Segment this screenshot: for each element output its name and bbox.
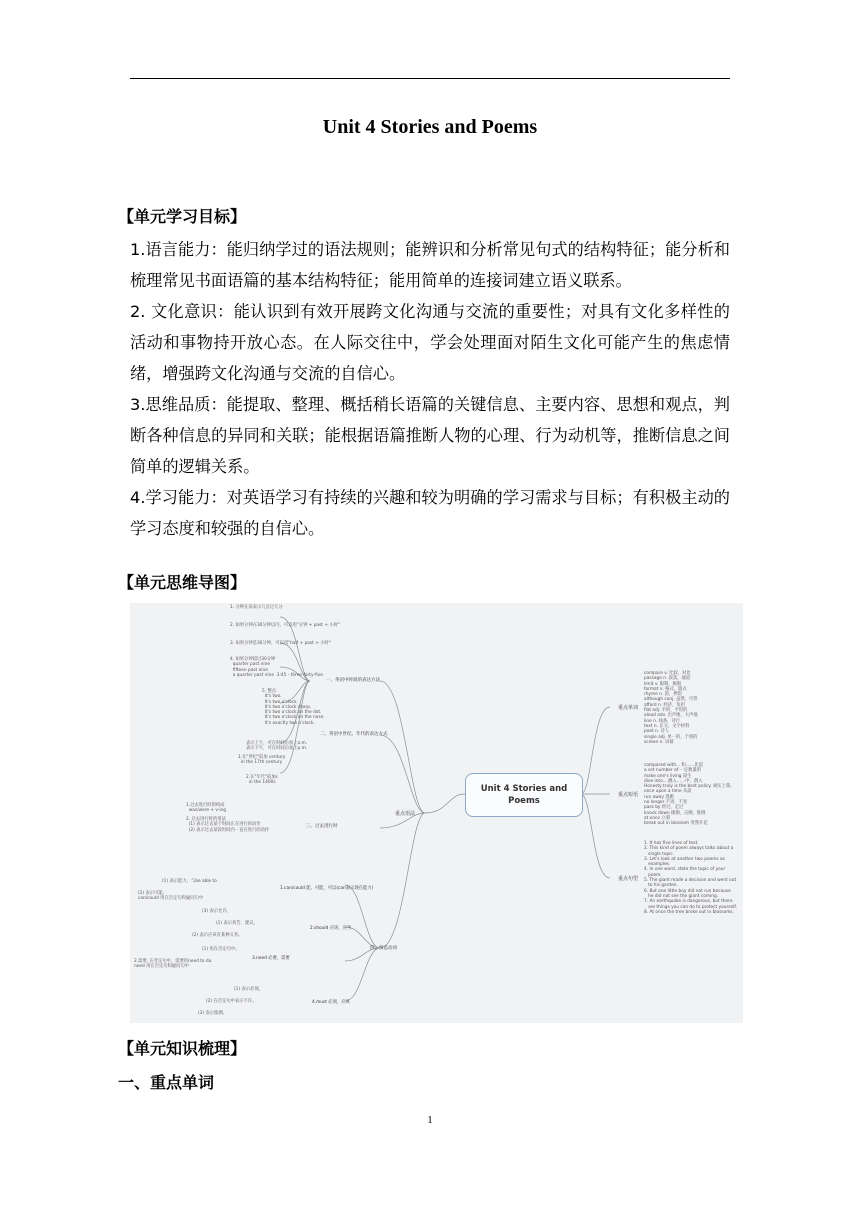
time-note-4: 4. 如果分钟超过30分钟 quarter past nine fifteen past nine a quarter past nine 3:45 - three forty-five <box>230 657 323 678</box>
words-list: compare v. 比较，对比 passage n. 段落，通道 limit v. 限制，极限 format n. 格式，版式 rhyme n. 韵，押韵 although conj. 虽然，尽管 afford n. 经济，负担 flat adj. 平的，平坦的 aloud adv. 出声地，大声地 line n. 线条，诗行 text n. 正文，文字材料 poet n. 诗人 single adj. 单一的，个别的 screen n. 屏幕 <box>644 671 698 745</box>
branch-could: 1.can/could 能，可能，可以(can表示现在能力) <box>280 886 374 891</box>
branch-need: 3.need 必要，需要 <box>252 956 290 961</box>
branch-age: 二、英语中世纪、年代的表达方式 <box>320 732 388 737</box>
modal-note-5: (2) 表示应该有某种义务。 <box>192 933 243 938</box>
branch-past-continuous: 三、过去进行时 <box>306 824 338 829</box>
mind-map <box>130 603 743 1023</box>
time-note-5: 5. 整点 It's two. It's two o'clock. It's two o'clock sharp. It's two o'clock on the dot. It's two o'clock on the nose. It's exactly two o'clock. <box>262 689 325 726</box>
age-note-2: 2.在"年代"前加s in the 1400s <box>246 775 278 786</box>
sentences-list: 1. It has five lines of text. 2. This kind of poem always talks about a single topic. 3. Let's look at another two poems as examples. 4. In one word, state the topic of your poem. 5. The giant made a decision and went out to his garden. 6. But one little boy did not run because he did not see the giant coming. 7. An earthquake is dangerous, but there are things you can do to protect yourself. 8. At once the tree broke out in blossoms. <box>644 841 737 915</box>
branch-words: 重点单词 <box>618 705 639 711</box>
modal-note-4: (1) 表示劝告、建议。 <box>216 921 258 926</box>
branch-must: 4.must 必须，应该 <box>312 1000 350 1005</box>
past-note-1: 1.过去进行时的构成 was/were + v-ing <box>186 803 226 814</box>
goal-item-3: 3.思维品质：能提取、整理、概括稍长语篇的关键信息、主要内容、思想和观点，判断各种信息的异同和关联；能根据语篇推断人物的心理、行为动机等，推断信息之间简单的逻辑关系。 <box>130 395 730 476</box>
modal-note-8: (1) 表示必须。 <box>234 987 263 992</box>
header-rule <box>130 78 730 79</box>
page-number: 1 <box>427 1114 433 1126</box>
time-note-3: 3. 如果分钟是30分钟，可以用"half + past + 小时" <box>230 641 331 646</box>
modal-note-2: (2) 表示可能。 can/could 用在否定句和疑问句中 <box>138 891 204 902</box>
branch-sentences: 重点句型 <box>618 876 639 882</box>
branch-should: 2.should 应该，应当 <box>310 926 352 931</box>
mind-map-center: Unit 4 Stories and Poems <box>465 773 583 817</box>
branch-modal: 四、情态动词 <box>370 946 397 951</box>
document-title: Unit 4 Stories and Poems <box>322 116 538 138</box>
past-note-2: 2. 过去进行时的用法 (1) 表示过去某个时间正在进行的动作 (2) 表示过去某段时间内一直在进行的动作 <box>186 817 270 833</box>
modal-note-9: (2) 在否定句中表示不许。 <box>206 999 257 1004</box>
phrases-list: compared with... 和……比起 a set number of 一定数量的 make one's living 谋生 dive into... 跳入……中，潜入 Honesty truly is the best policy. 诚实上策。 once upon a time 从前 run away 逃跑 no longer 不再，不复 pass by 经过，走过 knock down 撞倒，击倒，推倒 at once 立刻 break out in blossom 突然开花 <box>644 763 735 827</box>
goal-item-4: 4.学习能力：对英语学习有持续的兴趣和较为明确的学习需求与目标；有积极主动的学习态度和较强的自信心。 <box>130 488 730 538</box>
knowledge-heading: 【单元知识梳理】 <box>118 1039 247 1058</box>
key-words-heading: 一、重点单词 <box>118 1073 215 1092</box>
goal-item-2: 2. 文化意识：能认识到有效开展跨文化沟通与交流的重要性；对具有文化多样性的活动和事物持开放心态。在人际交往中，学会处理面对陌生文化可能产生的焦虑情绪，增强跨文化沟通与交流的自信心。 <box>130 302 730 383</box>
branch-phrases: 重点短语 <box>618 792 639 798</box>
modal-note-1: (1) 表示能力，与be able to <box>162 879 217 884</box>
goal-item-1: 1.语言能力：能归纳学过的语法规则；能辨识和分析常见句式的结构特征；能分析和梳理常见书面语篇的基本结构特征；能用简单的连接词建立语义联系。 <box>130 240 730 290</box>
modal-note-7: 2.需要, 在肯定句中，需要用need to do. need 用在否定句和疑问句中 <box>134 959 213 970</box>
mindmap-heading: 【单元思维导图】 <box>118 573 247 592</box>
time-note-6: 表示上午，可在时间后加上a.m. 表示下午，可在时间后加上p.m. <box>246 741 308 752</box>
age-note-1: 1.在"世纪"前加 century in the 17th century <box>238 755 286 766</box>
branch-grammar: 重点语法 <box>395 811 416 817</box>
modal-note-3: (3) 表示允许。 <box>202 909 231 914</box>
modal-note-10: (3) 表示推测。 <box>198 1011 227 1016</box>
time-note-2: 2. 如果分钟在30分钟以内，可以用"分钟 + past + 小时" <box>230 623 340 628</box>
modal-note-6: (1) 用在否定句中。 <box>202 947 240 952</box>
branch-time: 一、英语中时间的表达方法 <box>326 678 380 683</box>
time-note-1: 1. 分钟在前表示几点过几分 <box>230 605 283 610</box>
goals-heading: 【单元学习目标】 <box>118 207 247 226</box>
